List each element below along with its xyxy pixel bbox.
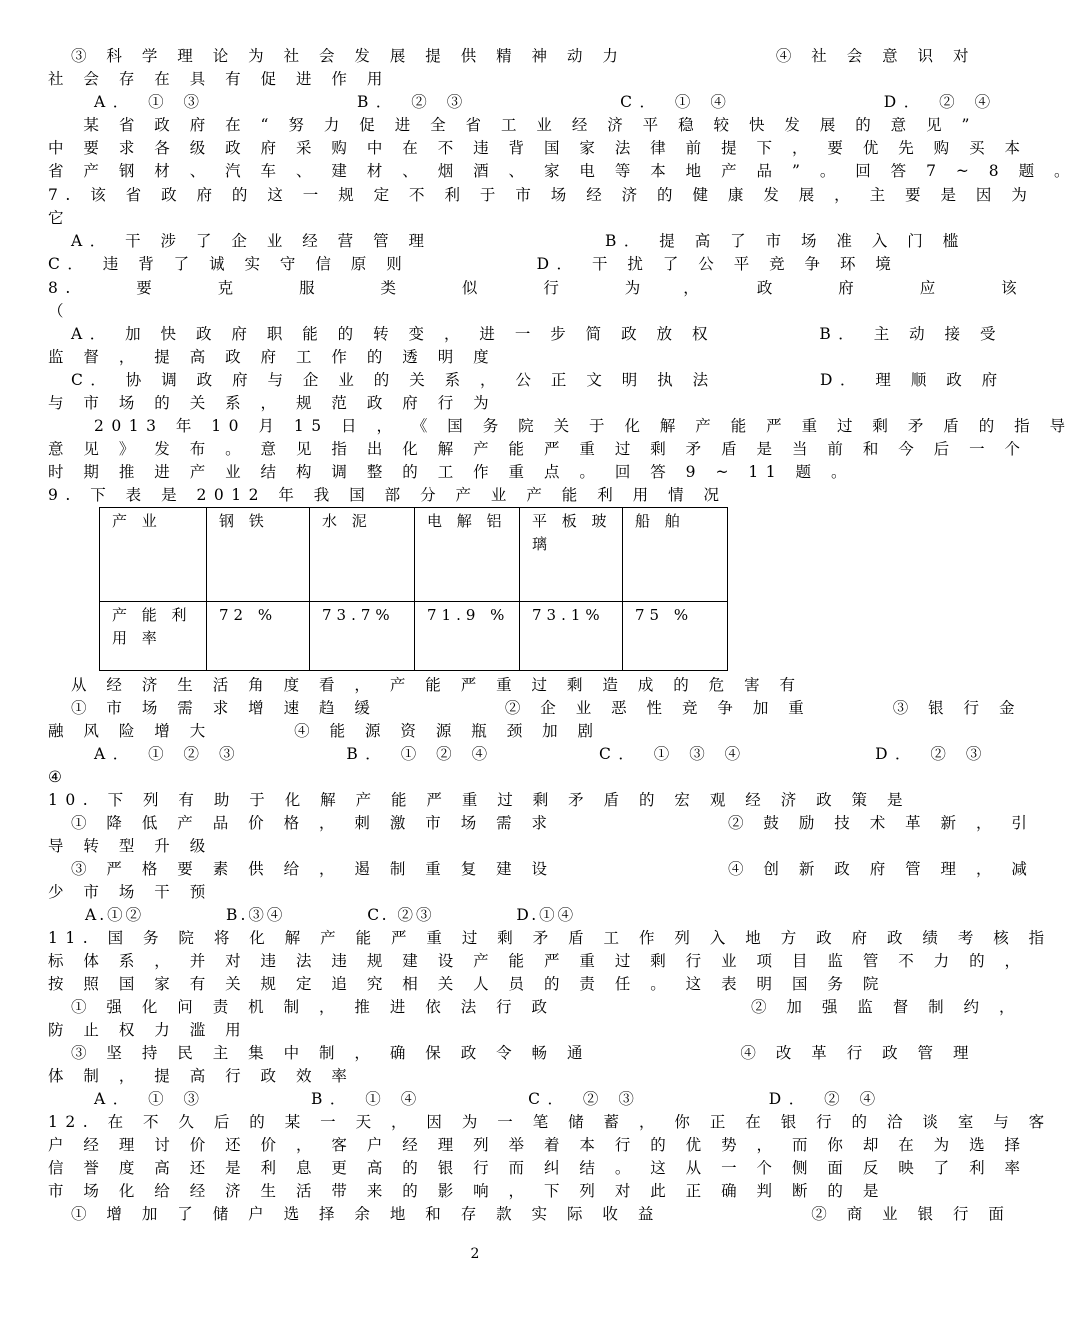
text-line: 社 会 存 在 具 有 促 进 作 用 — [48, 70, 390, 88]
page-number: 2 — [470, 1246, 480, 1262]
capacity-table — [99, 507, 728, 671]
question-12: 12. 在 不 久 后 的 某 一 天 ， 因 为 一 笔 储 蓄 ， 你 正 在 银 行 的 洽 谈 室 与 客 — [48, 1113, 1052, 1131]
question-9: 9. 下 表 是 2012 年 我 国 部 分 产 业 产 能 利 用 情 况 — [48, 486, 727, 504]
text-line: 户 经 理 讨 价 还 价 ， 客 户 经 理 列 举 着 本 行 的 优 势 ， 而 你 却 在 为 选 择 — [48, 1136, 1028, 1154]
text-line: ① 增 加 了 储 户 选 择 余 地 和 存 款 实 际 收 益 ② 商 业 银 行 面 — [48, 1205, 1012, 1223]
text-line: ④ — [48, 768, 70, 786]
text-line: 2013 年 10 月 15 日 ， 《 国 务 院 关 于 化 解 产 能 严 重 过 剩 矛 盾 的 指 导 — [48, 417, 1073, 435]
table-header-row — [100, 508, 728, 602]
table-cell: 72 % — [207, 601, 310, 670]
option-line: A． ① ② ③ B． ① ② ④ C． ① ③ ④ D． ② ③ — [48, 745, 989, 763]
text-line: ① 市 场 需 求 增 速 趋 缓 ② 企 业 恶 性 竞 争 加 重 ③ 银 行 金 — [48, 699, 1022, 717]
text-line: ③ 坚 持 民 主 集 中 制 ， 确 保 政 令 畅 通 ④ 改 革 行 政 管 理 — [48, 1044, 976, 1062]
text-line: 标 体 系 ， 并 对 违 法 违 规 建 设 产 能 严 重 过 剩 行 业 项 目 监 管 不 力 的 ， — [48, 952, 1028, 970]
text-line: 与 市 场 的 关 系 ， 规 范 政 府 行 为 — [48, 394, 497, 412]
question-7: 7. 该 省 政 府 的 这 一 规 定 不 利 于 市 场 经 济 的 健 康 发 展 ， 主 要 是 因 为 — [48, 186, 1035, 204]
text-line: 防 止 权 力 滥 用 — [48, 1021, 249, 1039]
text-line: 意 见 》 发 布 。 意 见 指 出 化 解 产 能 严 重 过 剩 矛 盾 是 当 前 和 今 后 一 个 — [48, 440, 1028, 458]
text-line: ③ 科 学 理 论 为 社 会 发 展 提 供 精 神 动 力 ④ 社 会 意 识 对 — [48, 47, 976, 65]
text-line: 监 督 ， 提 高 政 府 工 作 的 透 明 度 — [48, 348, 497, 366]
option-line: C． 协 调 政 府 与 企 业 的 关 系 ， 公 正 文 明 执 法 D． 理 顺 政 府 — [48, 371, 1005, 389]
text-line: 时 期 推 进 产 业 结 构 调 整 的 工 作 重 点 。 回 答 9 ~ 11 题 。 — [48, 463, 854, 481]
text-line: 融 风 险 增 大 ④ 能 源 资 源 瓶 颈 加 剧 — [48, 722, 601, 740]
text-line: 体 制 ， 提 高 行 政 效 率 — [48, 1067, 355, 1085]
table-cell: 71.9 % — [415, 601, 520, 670]
option-line: C． 违 背 了 诚 实 守 信 原 则 D． 干 扰 了 公 平 竞 争 环 境 — [48, 255, 899, 273]
option-line: A． ① ③ B． ② ③ C． ① ④ D． ② ④ — [48, 93, 998, 111]
text-line: 信 誉 度 高 还 是 利 息 更 高 的 银 行 而 纠 结 。 这 从 一 个 侧 面 反 映 了 利 率 — [48, 1159, 1028, 1177]
text-line: 市 场 化 给 经 济 生 活 带 来 的 影 响 ， 下 列 对 此 正 确 判 断 的 是 — [48, 1182, 886, 1200]
table-cell: 电 解 铝 — [415, 508, 520, 602]
table-cell: 船 舶 — [623, 508, 728, 602]
text-line: 从 经 济 生 活 角 度 看 ， 产 能 严 重 过 剩 造 成 的 危 害 有 — [48, 676, 803, 694]
text-line: （ — [48, 302, 72, 320]
text-line: 按 照 国 家 有 关 规 定 追 究 相 关 人 员 的 责 任 。 这 表 明 国 务 院 — [48, 975, 886, 993]
table-cell: 平 板 玻 璃 — [520, 508, 623, 602]
text-line: 导 转 型 升 级 — [48, 837, 213, 855]
question-11: 11. 国 务 院 将 化 解 产 能 严 重 过 剩 矛 盾 工 作 列 入 地 方 政 府 政 绩 考 核 指 — [48, 929, 1052, 947]
table-cell: 产 能 利 用 率 — [100, 601, 207, 670]
question-8: 8. 要 克 服 类 似 行 为 ， 政 府 应 该 — [48, 279, 1025, 297]
option-line: A． 干 涉 了 企 业 经 营 管 理 B． 提 高 了 市 场 准 入 门 槛 — [48, 232, 966, 250]
table-row — [100, 601, 728, 670]
text-line: 它 — [48, 209, 72, 227]
text-line: 某 省 政 府 在 “ 努 力 促 进 全 省 工 业 经 济 平 稳 较 快 发 展 的 意 见 ” — [48, 116, 977, 134]
table-cell: 水 泥 — [310, 508, 415, 602]
table-cell: 钢 铁 — [207, 508, 310, 602]
text-line: ③ 严 格 要 素 供 给 ， 遏 制 重 复 建 设 ④ 创 新 政 府 管 理 ， 减 — [48, 860, 1035, 878]
text-line: 省 产 钢 材 、 汽 车 、 建 材 、 烟 酒 、 家 电 等 本 地 产 品 ” 。 回 答 7 ~ 8 题 。 — [48, 162, 1077, 180]
text-line: ① 降 低 产 品 价 格 ， 刺 激 市 场 需 求 ② 鼓 励 技 术 革 新 ， 引 — [48, 814, 1035, 832]
text-line: 中 要 求 各 级 政 府 采 购 中 在 不 违 背 国 家 法 律 前 提 下 ， 要 优 先 购 买 本 — [48, 139, 1028, 157]
question-10: 10. 下 列 有 助 于 化 解 产 能 严 重 过 剩 矛 盾 的 宏 观 经 济 政 策 是 — [48, 791, 910, 809]
text-line: 少 市 场 干 预 — [48, 883, 213, 901]
table-cell: 产 业 — [100, 508, 207, 602]
table-cell: 75 % — [623, 601, 728, 670]
option-line: A． 加 快 政 府 职 能 的 转 变 ， 进 一 步 简 政 放 权 B． 主 动 接 受 — [48, 325, 1003, 343]
option-line: A.①② B.③④ C. ②③ D.①④ — [48, 906, 577, 924]
text-line: ① 强 化 问 责 机 制 ， 推 进 依 法 行 政 ② 加 强 监 督 制 约 ， — [48, 998, 1022, 1016]
table-cell: 73.1% — [520, 601, 623, 670]
option-line: A． ① ③ B． ① ④ C． ② ③ D． ② ④ — [48, 1090, 883, 1108]
table-cell: 73.7% — [310, 601, 415, 670]
